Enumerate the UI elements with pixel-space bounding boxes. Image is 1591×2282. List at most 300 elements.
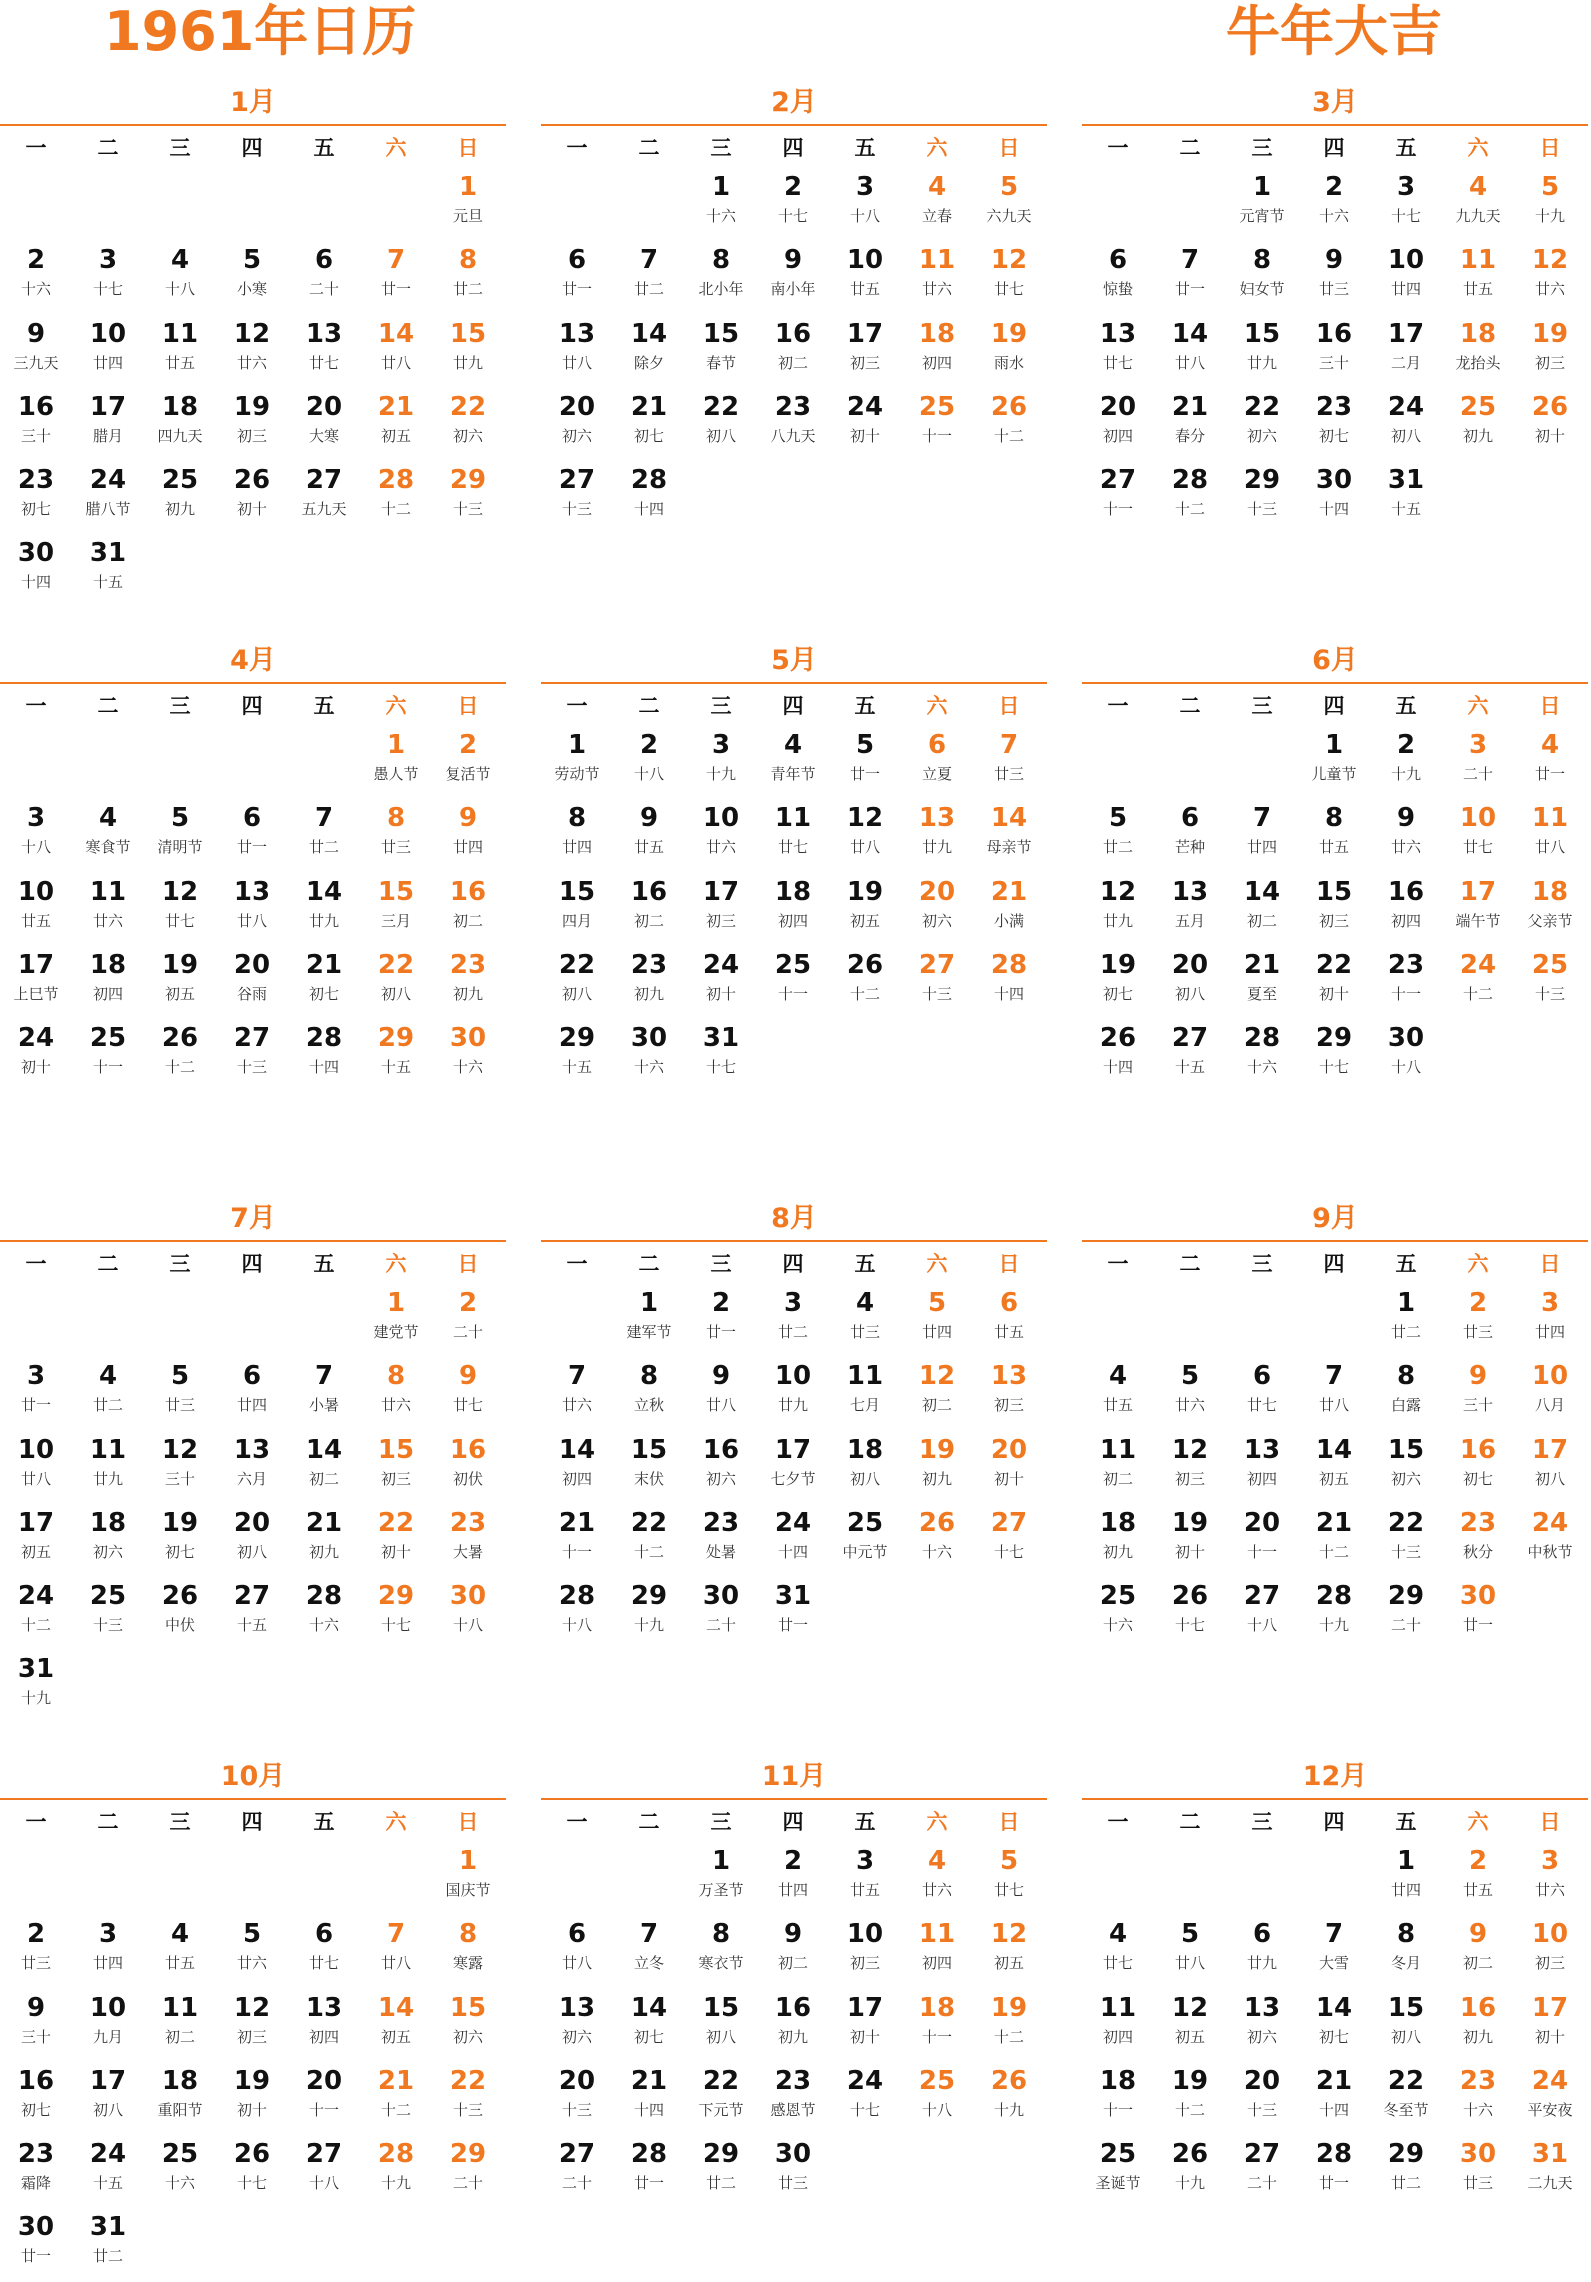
day-cell[interactable] (1442, 1431, 1514, 1504)
day-cell[interactable] (1226, 1504, 1298, 1577)
day-cell[interactable] (613, 315, 685, 388)
day-cell[interactable] (541, 1019, 613, 1092)
day-cell[interactable] (973, 241, 1045, 314)
day-cell[interactable] (757, 799, 829, 872)
day-cell[interactable] (288, 388, 360, 461)
day-cell[interactable] (1298, 1989, 1370, 2062)
day-cell[interactable] (757, 946, 829, 1019)
day-cell[interactable] (360, 2062, 432, 2135)
day-cell[interactable] (1514, 799, 1586, 872)
day-cell[interactable] (1514, 1431, 1586, 1504)
day-cell[interactable] (685, 1989, 757, 2062)
day-cell[interactable] (541, 1504, 613, 1577)
day-cell[interactable] (901, 799, 973, 872)
day-cell[interactable] (829, 1431, 901, 1504)
day-cell[interactable] (0, 1019, 72, 1092)
day-cell[interactable] (1154, 1019, 1226, 1092)
day-cell[interactable] (685, 799, 757, 872)
day-cell[interactable] (973, 946, 1045, 1019)
day-cell[interactable] (1226, 873, 1298, 946)
day-cell[interactable] (1298, 1504, 1370, 1577)
day-cell[interactable] (1154, 799, 1226, 872)
day-cell[interactable] (0, 461, 72, 534)
day-cell[interactable] (432, 1915, 504, 1988)
day-cell[interactable] (1442, 1357, 1514, 1430)
day-cell[interactable] (1442, 873, 1514, 946)
day-cell[interactable] (360, 1989, 432, 2062)
day-cell[interactable] (541, 1989, 613, 2062)
day-cell[interactable] (685, 1019, 757, 1092)
day-cell[interactable] (1298, 461, 1370, 534)
day-cell[interactable] (1370, 726, 1442, 799)
day-cell[interactable] (360, 726, 432, 799)
day-cell[interactable] (1442, 1577, 1514, 1650)
day-cell[interactable] (685, 946, 757, 1019)
day-cell[interactable] (0, 799, 72, 872)
day-cell[interactable] (1298, 388, 1370, 461)
day-cell[interactable] (613, 1431, 685, 1504)
day-cell[interactable] (685, 1915, 757, 1988)
day-cell[interactable] (432, 1431, 504, 1504)
day-cell[interactable] (685, 315, 757, 388)
day-cell[interactable] (144, 1915, 216, 1988)
day-cell[interactable] (829, 388, 901, 461)
day-cell[interactable] (0, 2208, 72, 2281)
day-cell[interactable] (1514, 241, 1586, 314)
day-cell[interactable] (1514, 946, 1586, 1019)
day-cell[interactable] (1370, 461, 1442, 534)
day-cell[interactable] (216, 873, 288, 946)
day-cell[interactable] (0, 1504, 72, 1577)
day-cell[interactable] (1370, 1019, 1442, 1092)
day-cell[interactable] (1442, 1842, 1514, 1915)
day-cell[interactable] (1298, 873, 1370, 946)
day-cell[interactable] (901, 1284, 973, 1357)
day-cell[interactable] (1442, 1504, 1514, 1577)
day-cell[interactable] (1226, 2062, 1298, 2135)
day-cell[interactable] (288, 1019, 360, 1092)
day-cell[interactable] (901, 873, 973, 946)
day-cell[interactable] (0, 1915, 72, 1988)
day-cell[interactable] (757, 1357, 829, 1430)
day-cell[interactable] (685, 2135, 757, 2208)
day-cell[interactable] (72, 388, 144, 461)
day-cell[interactable] (72, 1019, 144, 1092)
day-cell[interactable] (757, 1577, 829, 1650)
day-cell[interactable] (0, 1989, 72, 2062)
day-cell[interactable] (685, 873, 757, 946)
day-cell[interactable] (685, 1357, 757, 1430)
day-cell[interactable] (1442, 388, 1514, 461)
day-cell[interactable] (1226, 241, 1298, 314)
day-cell[interactable] (1154, 1357, 1226, 1430)
day-cell[interactable] (613, 873, 685, 946)
day-cell[interactable] (829, 241, 901, 314)
day-cell[interactable] (360, 1504, 432, 1577)
day-cell[interactable] (216, 2062, 288, 2135)
day-cell[interactable] (757, 1504, 829, 1577)
day-cell[interactable] (901, 2062, 973, 2135)
day-cell[interactable] (432, 461, 504, 534)
day-cell[interactable] (1370, 241, 1442, 314)
day-cell[interactable] (1154, 315, 1226, 388)
day-cell[interactable] (541, 726, 613, 799)
day-cell[interactable] (1370, 2135, 1442, 2208)
day-cell[interactable] (685, 726, 757, 799)
day-cell[interactable] (0, 946, 72, 1019)
day-cell[interactable] (901, 726, 973, 799)
day-cell[interactable] (72, 1989, 144, 2062)
day-cell[interactable] (829, 168, 901, 241)
day-cell[interactable] (901, 1504, 973, 1577)
day-cell[interactable] (288, 1577, 360, 1650)
day-cell[interactable] (613, 1504, 685, 1577)
day-cell[interactable] (360, 461, 432, 534)
day-cell[interactable] (901, 1842, 973, 1915)
day-cell[interactable] (901, 388, 973, 461)
day-cell[interactable] (72, 461, 144, 534)
day-cell[interactable] (1370, 1577, 1442, 1650)
day-cell[interactable] (1226, 315, 1298, 388)
day-cell[interactable] (72, 241, 144, 314)
day-cell[interactable] (216, 799, 288, 872)
day-cell[interactable] (829, 799, 901, 872)
day-cell[interactable] (1154, 946, 1226, 1019)
day-cell[interactable] (1298, 1019, 1370, 1092)
day-cell[interactable] (973, 873, 1045, 946)
day-cell[interactable] (973, 1431, 1045, 1504)
day-cell[interactable] (1154, 241, 1226, 314)
day-cell[interactable] (829, 946, 901, 1019)
day-cell[interactable] (1514, 726, 1586, 799)
day-cell[interactable] (288, 315, 360, 388)
day-cell[interactable] (72, 1504, 144, 1577)
day-cell[interactable] (1082, 799, 1154, 872)
day-cell[interactable] (216, 1019, 288, 1092)
day-cell[interactable] (1082, 1357, 1154, 1430)
day-cell[interactable] (1298, 1431, 1370, 1504)
day-cell[interactable] (1226, 1431, 1298, 1504)
day-cell[interactable] (973, 315, 1045, 388)
day-cell[interactable] (72, 2062, 144, 2135)
day-cell[interactable] (1154, 2062, 1226, 2135)
day-cell[interactable] (757, 1431, 829, 1504)
day-cell[interactable] (1154, 1504, 1226, 1577)
day-cell[interactable] (1082, 1019, 1154, 1092)
day-cell[interactable] (432, 2062, 504, 2135)
day-cell[interactable] (0, 1650, 72, 1723)
day-cell[interactable] (1514, 1357, 1586, 1430)
day-cell[interactable] (1442, 726, 1514, 799)
day-cell[interactable] (685, 1504, 757, 1577)
day-cell[interactable] (613, 461, 685, 534)
day-cell[interactable] (1226, 461, 1298, 534)
day-cell[interactable] (613, 1019, 685, 1092)
day-cell[interactable] (757, 2062, 829, 2135)
day-cell[interactable] (1154, 2135, 1226, 2208)
day-cell[interactable] (432, 1284, 504, 1357)
day-cell[interactable] (288, 1357, 360, 1430)
day-cell[interactable] (288, 946, 360, 1019)
day-cell[interactable] (685, 1577, 757, 1650)
day-cell[interactable] (541, 1577, 613, 1650)
day-cell[interactable] (685, 388, 757, 461)
day-cell[interactable] (72, 1915, 144, 1988)
day-cell[interactable] (1226, 799, 1298, 872)
day-cell[interactable] (1298, 946, 1370, 1019)
day-cell[interactable] (0, 241, 72, 314)
day-cell[interactable] (613, 1915, 685, 1988)
day-cell[interactable] (288, 2062, 360, 2135)
day-cell[interactable] (1226, 1915, 1298, 1988)
day-cell[interactable] (757, 315, 829, 388)
day-cell[interactable] (757, 388, 829, 461)
day-cell[interactable] (144, 946, 216, 1019)
day-cell[interactable] (144, 1504, 216, 1577)
day-cell[interactable] (1082, 1504, 1154, 1577)
day-cell[interactable] (288, 1989, 360, 2062)
day-cell[interactable] (1082, 315, 1154, 388)
day-cell[interactable] (541, 946, 613, 1019)
day-cell[interactable] (1226, 946, 1298, 1019)
day-cell[interactable] (72, 534, 144, 607)
day-cell[interactable] (360, 1284, 432, 1357)
day-cell[interactable] (613, 1284, 685, 1357)
day-cell[interactable] (1154, 1989, 1226, 2062)
day-cell[interactable] (0, 1431, 72, 1504)
day-cell[interactable] (1154, 873, 1226, 946)
day-cell[interactable] (360, 1915, 432, 1988)
day-cell[interactable] (757, 1989, 829, 2062)
day-cell[interactable] (432, 168, 504, 241)
day-cell[interactable] (0, 1577, 72, 1650)
day-cell[interactable] (72, 1357, 144, 1430)
day-cell[interactable] (1154, 461, 1226, 534)
day-cell[interactable] (144, 2062, 216, 2135)
day-cell[interactable] (1298, 315, 1370, 388)
day-cell[interactable] (1082, 2135, 1154, 2208)
day-cell[interactable] (1370, 1284, 1442, 1357)
day-cell[interactable] (432, 315, 504, 388)
day-cell[interactable] (829, 1357, 901, 1430)
day-cell[interactable] (1442, 241, 1514, 314)
day-cell[interactable] (541, 1357, 613, 1430)
day-cell[interactable] (360, 1357, 432, 1430)
day-cell[interactable] (1298, 2135, 1370, 2208)
day-cell[interactable] (1370, 2062, 1442, 2135)
day-cell[interactable] (216, 1504, 288, 1577)
day-cell[interactable] (1082, 461, 1154, 534)
day-cell[interactable] (1442, 2062, 1514, 2135)
day-cell[interactable] (829, 1284, 901, 1357)
day-cell[interactable] (757, 241, 829, 314)
day-cell[interactable] (216, 2135, 288, 2208)
day-cell[interactable] (685, 1842, 757, 1915)
day-cell[interactable] (1370, 1504, 1442, 1577)
day-cell[interactable] (288, 241, 360, 314)
day-cell[interactable] (1370, 315, 1442, 388)
day-cell[interactable] (901, 1431, 973, 1504)
day-cell[interactable] (360, 1019, 432, 1092)
day-cell[interactable] (829, 1989, 901, 2062)
day-cell[interactable] (1154, 388, 1226, 461)
day-cell[interactable] (1082, 1577, 1154, 1650)
day-cell[interactable] (757, 1915, 829, 1988)
day-cell[interactable] (360, 2135, 432, 2208)
day-cell[interactable] (1370, 1357, 1442, 1430)
day-cell[interactable] (288, 799, 360, 872)
day-cell[interactable] (1370, 1915, 1442, 1988)
day-cell[interactable] (288, 2135, 360, 2208)
day-cell[interactable] (685, 1284, 757, 1357)
day-cell[interactable] (1514, 1284, 1586, 1357)
day-cell[interactable] (72, 1431, 144, 1504)
day-cell[interactable] (1370, 946, 1442, 1019)
day-cell[interactable] (432, 799, 504, 872)
day-cell[interactable] (1154, 1915, 1226, 1988)
day-cell[interactable] (1442, 168, 1514, 241)
day-cell[interactable] (1442, 1915, 1514, 1988)
day-cell[interactable] (432, 1019, 504, 1092)
day-cell[interactable] (757, 168, 829, 241)
day-cell[interactable] (360, 1577, 432, 1650)
day-cell[interactable] (1298, 726, 1370, 799)
day-cell[interactable] (541, 241, 613, 314)
day-cell[interactable] (901, 946, 973, 1019)
day-cell[interactable] (1298, 1357, 1370, 1430)
day-cell[interactable] (1514, 1915, 1586, 1988)
day-cell[interactable] (757, 1842, 829, 1915)
day-cell[interactable] (144, 388, 216, 461)
day-cell[interactable] (1082, 1915, 1154, 1988)
day-cell[interactable] (613, 241, 685, 314)
day-cell[interactable] (144, 2135, 216, 2208)
day-cell[interactable] (1514, 1842, 1586, 1915)
day-cell[interactable] (216, 461, 288, 534)
day-cell[interactable] (216, 1431, 288, 1504)
day-cell[interactable] (144, 1357, 216, 1430)
day-cell[interactable] (1082, 1431, 1154, 1504)
day-cell[interactable] (432, 1842, 504, 1915)
day-cell[interactable] (1298, 2062, 1370, 2135)
day-cell[interactable] (216, 1357, 288, 1430)
day-cell[interactable] (613, 1577, 685, 1650)
day-cell[interactable] (1082, 388, 1154, 461)
day-cell[interactable] (1514, 2135, 1586, 2208)
day-cell[interactable] (216, 1577, 288, 1650)
day-cell[interactable] (1442, 2135, 1514, 2208)
day-cell[interactable] (144, 461, 216, 534)
day-cell[interactable] (685, 1431, 757, 1504)
day-cell[interactable] (541, 1915, 613, 1988)
day-cell[interactable] (72, 2208, 144, 2281)
day-cell[interactable] (973, 1284, 1045, 1357)
day-cell[interactable] (1370, 388, 1442, 461)
day-cell[interactable] (0, 2062, 72, 2135)
day-cell[interactable] (216, 946, 288, 1019)
day-cell[interactable] (829, 2062, 901, 2135)
day-cell[interactable] (973, 726, 1045, 799)
day-cell[interactable] (72, 799, 144, 872)
day-cell[interactable] (973, 1989, 1045, 2062)
day-cell[interactable] (613, 799, 685, 872)
day-cell[interactable] (901, 315, 973, 388)
day-cell[interactable] (901, 241, 973, 314)
day-cell[interactable] (685, 168, 757, 241)
day-cell[interactable] (541, 461, 613, 534)
day-cell[interactable] (829, 1504, 901, 1577)
day-cell[interactable] (973, 1842, 1045, 1915)
day-cell[interactable] (757, 873, 829, 946)
day-cell[interactable] (432, 873, 504, 946)
day-cell[interactable] (1298, 241, 1370, 314)
day-cell[interactable] (1154, 1577, 1226, 1650)
day-cell[interactable] (216, 388, 288, 461)
day-cell[interactable] (1370, 1842, 1442, 1915)
day-cell[interactable] (144, 799, 216, 872)
day-cell[interactable] (1514, 2062, 1586, 2135)
day-cell[interactable] (613, 946, 685, 1019)
day-cell[interactable] (1298, 1915, 1370, 1988)
day-cell[interactable] (360, 388, 432, 461)
day-cell[interactable] (1514, 1989, 1586, 2062)
day-cell[interactable] (541, 388, 613, 461)
day-cell[interactable] (1514, 873, 1586, 946)
day-cell[interactable] (757, 726, 829, 799)
day-cell[interactable] (973, 1915, 1045, 1988)
day-cell[interactable] (1082, 873, 1154, 946)
day-cell[interactable] (685, 2062, 757, 2135)
day-cell[interactable] (1514, 315, 1586, 388)
day-cell[interactable] (1514, 168, 1586, 241)
day-cell[interactable] (432, 2135, 504, 2208)
day-cell[interactable] (1154, 1431, 1226, 1504)
day-cell[interactable] (829, 873, 901, 946)
day-cell[interactable] (541, 2135, 613, 2208)
day-cell[interactable] (541, 873, 613, 946)
day-cell[interactable] (1226, 1019, 1298, 1092)
day-cell[interactable] (144, 315, 216, 388)
day-cell[interactable] (829, 1915, 901, 1988)
day-cell[interactable] (1226, 1357, 1298, 1430)
day-cell[interactable] (72, 315, 144, 388)
day-cell[interactable] (1082, 946, 1154, 1019)
day-cell[interactable] (613, 726, 685, 799)
day-cell[interactable] (1370, 1431, 1442, 1504)
day-cell[interactable] (0, 1357, 72, 1430)
day-cell[interactable] (1442, 799, 1514, 872)
day-cell[interactable] (216, 1915, 288, 1988)
day-cell[interactable] (1226, 168, 1298, 241)
day-cell[interactable] (288, 461, 360, 534)
day-cell[interactable] (1082, 1989, 1154, 2062)
day-cell[interactable] (72, 946, 144, 1019)
day-cell[interactable] (1370, 799, 1442, 872)
day-cell[interactable] (1298, 799, 1370, 872)
day-cell[interactable] (288, 873, 360, 946)
day-cell[interactable] (216, 315, 288, 388)
day-cell[interactable] (360, 873, 432, 946)
day-cell[interactable] (973, 388, 1045, 461)
day-cell[interactable] (432, 1577, 504, 1650)
day-cell[interactable] (432, 241, 504, 314)
day-cell[interactable] (541, 1431, 613, 1504)
day-cell[interactable] (541, 2062, 613, 2135)
day-cell[interactable] (0, 534, 72, 607)
day-cell[interactable] (1442, 315, 1514, 388)
day-cell[interactable] (1370, 168, 1442, 241)
day-cell[interactable] (1370, 873, 1442, 946)
